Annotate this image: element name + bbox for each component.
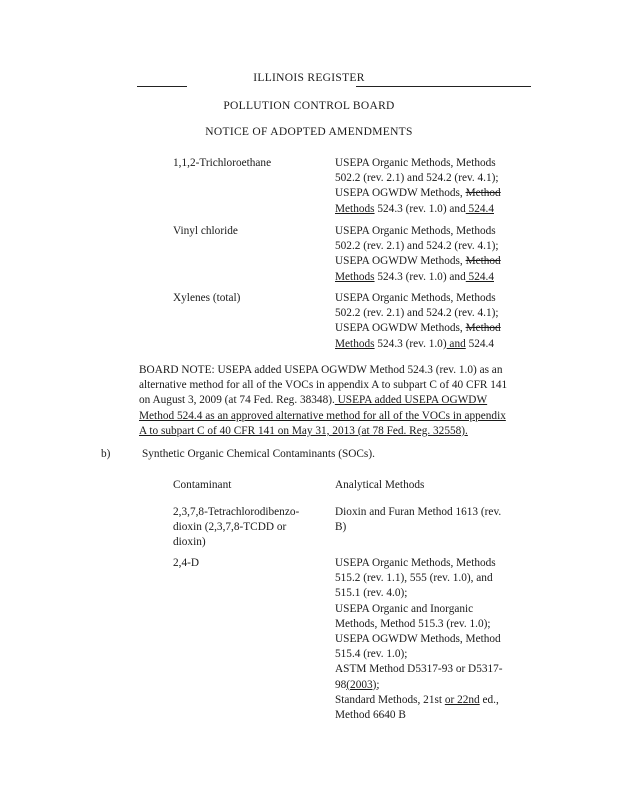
contaminant-name: Xylenes (total) — [173, 292, 241, 304]
text-segment: USEPA Organic Methods, Methods — [335, 225, 496, 237]
method-line — [335, 678, 380, 693]
method-line — [335, 662, 503, 677]
inserted-text: (2003) — [346, 678, 377, 691]
board-note-line — [139, 409, 506, 424]
method-line — [335, 632, 501, 647]
inserted-text: and — [446, 337, 466, 350]
method-line — [335, 520, 346, 535]
text-segment: 524.3 (rev. 1.0) — [374, 337, 447, 350]
text-segment: 524.3 (rev. 1.0) and — [374, 202, 466, 215]
text-segment: ed., — [479, 693, 499, 706]
text-segment: 502.2 (rev. 2.1) and 524.2 (rev. 4.1); — [335, 307, 499, 320]
inserted-text: Methods — [335, 270, 375, 283]
text-segment: Dioxin and Furan Method 1613 (rev. — [335, 506, 502, 518]
method-line — [335, 337, 494, 352]
text-segment: ASTM Method D5317-93 or D5317- — [335, 663, 503, 676]
inserted-text: Methods — [335, 202, 375, 215]
text-segment: USEPA OGWDW Methods, Method — [335, 633, 501, 645]
text-segment: 524.3 (rev. 1.0) and — [374, 270, 466, 283]
inserted-text: 524.4 — [465, 270, 494, 283]
method-line — [335, 224, 496, 239]
method-line — [335, 254, 501, 269]
method-line — [335, 602, 473, 617]
text-segment: Standard Methods, 21st — [335, 693, 445, 706]
text-segment: 98 — [335, 678, 347, 691]
column-header-methods: Analytical Methods — [335, 479, 425, 491]
contaminant-name: 2,3,7,8-Tetrachlorodibenzo- — [173, 506, 300, 518]
board-note-line — [139, 393, 487, 408]
method-line — [335, 306, 499, 321]
inserted-text: A to subpart C of 40 CFR 141 on May 31, 2013 (at 78 Fed. Reg. 32558). — [139, 424, 468, 437]
text-segment: Methods, Method 515.3 (rev. 1.0); — [335, 617, 491, 630]
text-segment: USEPA Organic and Inorganic — [335, 602, 474, 615]
contaminant-name: dioxin (2,3,7,8-TCDD or — [173, 521, 287, 534]
text-segment: 515.4 (rev. 1.0); — [335, 648, 408, 661]
text-segment: USEPA Organic Methods, Methods — [335, 292, 496, 304]
text-segment: ; — [376, 678, 380, 691]
text-segment: B) — [335, 521, 347, 534]
method-line — [335, 171, 499, 186]
section-label: b) — [101, 448, 111, 460]
inserted-text: or 22nd — [444, 693, 480, 706]
text-segment: Method 6640 B — [335, 709, 406, 721]
inserted-text: USEPA added USEPA OGWDW — [334, 394, 488, 407]
inserted-text: Method 524.4 as an approved alternative method for all of the VOCs in appendix — [139, 409, 506, 422]
method-line — [335, 202, 494, 217]
text-segment: 515.1 (rev. 4.0); — [335, 587, 408, 600]
method-line — [335, 708, 406, 723]
contaminant-name: 2,4-D — [173, 557, 200, 569]
board-note-line — [139, 424, 468, 439]
inserted-text: Methods — [335, 337, 375, 350]
text-segment: 502.2 (rev. 2.1) and 524.2 (rev. 4.1); — [335, 240, 499, 253]
register-title: ILLINOIS REGISTER — [253, 72, 365, 84]
method-line — [335, 186, 501, 201]
text-segment: 515.2 (rev. 1.1), 555 (rev. 1.0), and — [335, 572, 493, 585]
method-line — [335, 693, 499, 708]
method-line — [335, 647, 407, 662]
header-rule-right — [356, 86, 531, 87]
method-line — [335, 505, 501, 520]
inserted-text: 524.4 — [465, 202, 494, 215]
deleted-text: Method — [465, 255, 501, 268]
method-line — [335, 571, 493, 586]
method-line — [335, 270, 494, 285]
deleted-text: Method — [465, 187, 501, 200]
text-segment: USEPA Organic Methods, Methods — [335, 157, 496, 169]
method-line — [335, 321, 501, 336]
board-note-line — [139, 363, 502, 378]
text-segment: on August 3, 2009 (at 74 Fed. Reg. 38348). — [139, 394, 335, 407]
contaminant-name: dioxin) — [173, 536, 206, 549]
method-line — [335, 556, 496, 571]
board-title: POLLUTION CONTROL BOARD — [223, 100, 395, 112]
text-segment: BOARD NOTE: USEPA added USEPA OGWDW Method 524.3 (rev. 1.0) as an — [139, 364, 503, 376]
text-segment: USEPA OGWDW Methods, — [335, 255, 466, 268]
text-segment: USEPA Organic Methods, Methods — [335, 557, 496, 569]
contaminant-name: 1,1,2-Trichloroethane — [173, 157, 272, 169]
deleted-text: Method — [465, 322, 501, 335]
method-line — [335, 239, 499, 254]
contaminant-name: Vinyl chloride — [173, 225, 238, 237]
text-segment: alternative method for all of the VOCs in appendix A to subpart C of 40 CFR 141 — [139, 379, 508, 392]
column-header-contaminant: Contaminant — [173, 479, 232, 491]
method-line — [335, 291, 496, 306]
text-segment: 524.4 — [465, 337, 494, 350]
section-title: Synthetic Organic Chemical Contaminants (SOCs). — [142, 448, 375, 460]
method-line — [335, 156, 496, 171]
notice-title: NOTICE OF ADOPTED AMENDMENTS — [205, 126, 413, 138]
board-note-line — [139, 378, 507, 393]
text-segment: USEPA OGWDW Methods, — [335, 187, 466, 200]
method-line — [335, 586, 407, 601]
method-line — [335, 617, 491, 632]
text-segment: USEPA OGWDW Methods, — [335, 322, 466, 335]
text-segment: 502.2 (rev. 2.1) and 524.2 (rev. 4.1); — [335, 172, 499, 185]
header-rule-left — [137, 86, 187, 87]
